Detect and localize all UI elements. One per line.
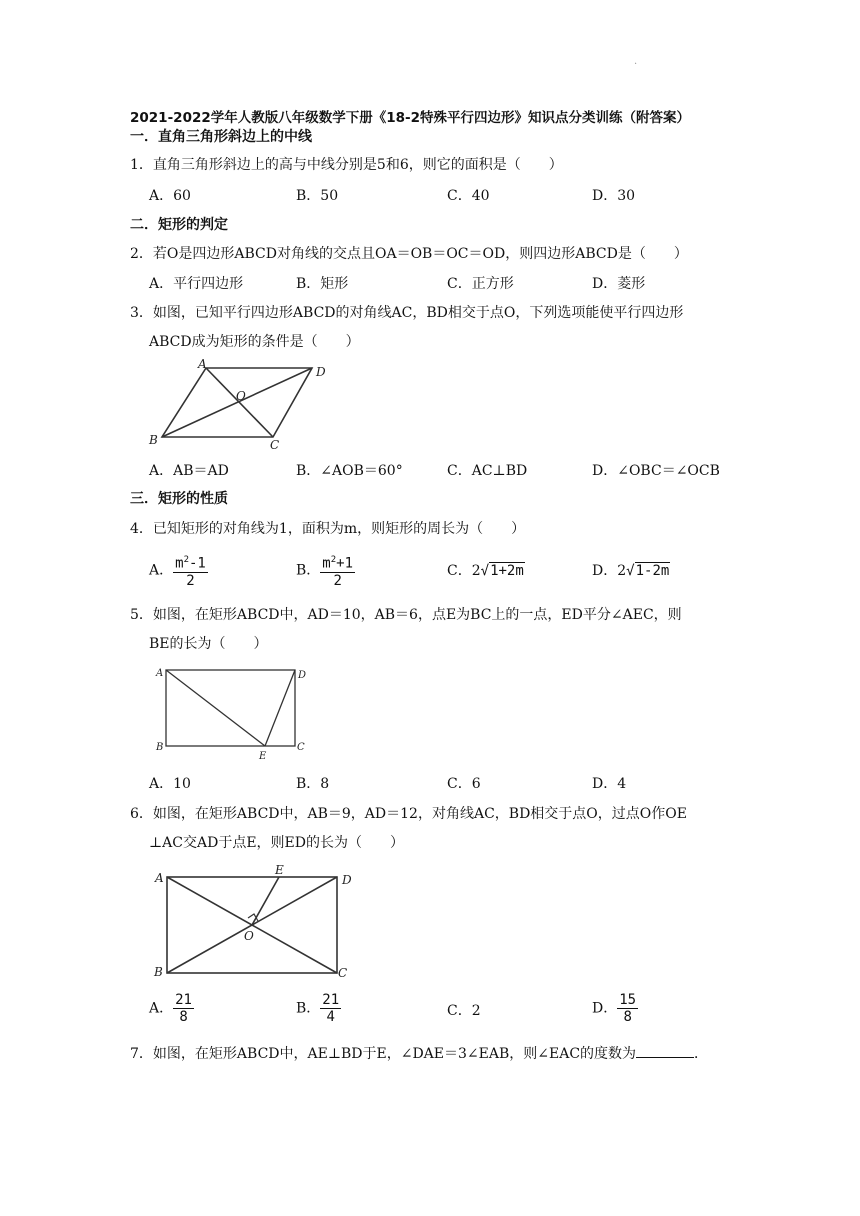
segment-de xyxy=(265,670,295,746)
answer-blank[interactable] xyxy=(636,1045,694,1058)
q3-option-a: A．AB＝AD xyxy=(149,463,229,479)
q6-option-d-label: D． xyxy=(592,1000,618,1017)
q6-option-a xyxy=(149,992,194,1025)
q6-rectangle-figure xyxy=(146,856,366,984)
header-dot: . xyxy=(634,56,638,67)
q4-option-a-label: A． xyxy=(149,562,174,579)
point-label-a: A xyxy=(155,871,164,885)
section-heading-1: 一．直角三角形斜边上的中线 xyxy=(130,129,312,145)
question-5-line-1: 5．如图，在矩形ABCD中，AD＝10，AB＝6，点E为BC上的一点，ED平分∠AEC，则 xyxy=(130,607,682,623)
question-7-body: 7．如图，在矩形ABCD中，AE⊥BD于E，∠DAE＝3∠EAB，则∠EAC的度数为 xyxy=(130,1046,637,1062)
q3-option-c: C．AC⊥BD xyxy=(447,463,528,479)
q1-option-a: A．60 xyxy=(149,188,191,204)
q5-option-a: A．10 xyxy=(149,776,191,792)
q6-option-a-label: A． xyxy=(149,1000,174,1017)
segment-ae xyxy=(166,670,265,746)
section-heading-2: 二．矩形的判定 xyxy=(130,217,228,233)
q4-option-c: C．2√1+2m xyxy=(447,563,524,579)
question-4-text: 4．已知矩形的对角线为1，面积为m，则矩形的周长为（ ） xyxy=(130,521,526,537)
question-7-text: 7．如图，在矩形ABCD中，AE⊥BD于E，∠DAE＝3∠EAB，则∠EAC的度数为 ． xyxy=(130,1046,709,1062)
question-5-line-2: BE的长为（ ） xyxy=(149,636,268,652)
q4-option-b xyxy=(296,552,355,589)
right-angle-mark xyxy=(248,914,258,921)
q2-option-c: C．正方形 xyxy=(447,276,514,292)
point-label-b: B xyxy=(156,742,164,753)
point-label-a: A xyxy=(198,357,207,371)
q4-option-d-sqrt: √1-2m xyxy=(626,563,670,579)
q6-option-d-fraction: $\frac{15}{8}$ xyxy=(619,992,637,1025)
point-label-d: D xyxy=(298,670,307,681)
q6-option-a-fraction: $\frac{21}{8}$ xyxy=(175,992,192,1025)
question-2-text: 2．若O是四边形ABCD对角线的交点且OA＝OB＝OC＝OD，则四边形ABCD是（ ） xyxy=(130,246,688,262)
point-label-c: C xyxy=(338,966,348,980)
point-label-d: D xyxy=(342,873,352,887)
q5-option-c: C．6 xyxy=(447,776,481,792)
question-3-line-2: ABCD成为矩形的条件是（ ） xyxy=(149,334,360,350)
q6-option-b xyxy=(296,992,341,1025)
q4-option-a-fraction: $\frac{m^2-1}{2}$ xyxy=(173,552,208,589)
question-6-line-1: 6．如图，在矩形ABCD中，AB＝9，AD＝12，对角线AC，BD相交于点O，过点O作OE xyxy=(130,806,687,822)
point-label-c: C xyxy=(270,438,280,452)
q6-option-b-label: B． xyxy=(296,1000,321,1017)
q4-option-d: D．2√1-2m xyxy=(592,563,670,579)
q6-option-d xyxy=(592,992,638,1025)
q5-rectangle-figure xyxy=(150,662,320,762)
point-label-a: A xyxy=(156,668,164,679)
q3-parallelogram-figure xyxy=(140,356,340,452)
q4-option-c-sqrt: √1+2m xyxy=(480,563,524,579)
point-label-b: B xyxy=(154,965,163,979)
point-label-e: E xyxy=(259,751,267,762)
q2-option-d: D．菱形 xyxy=(592,276,646,292)
q1-option-d: D．30 xyxy=(592,188,636,204)
point-label-c: C xyxy=(297,742,305,753)
q3-option-d: D．∠OBC＝∠OCB xyxy=(592,463,720,479)
question-6-line-2: ⊥AC交AD于点E，则ED的长为（ ） xyxy=(149,835,404,851)
page-title: 2021-2022学年人教版八年级数学下册《18-2特殊平行四边形》知识点分类训练（附答案） xyxy=(130,110,691,126)
q5-option-d: D．4 xyxy=(592,776,627,792)
q3-option-b: B．∠AOB＝60° xyxy=(296,463,403,479)
q2-option-b: B．矩形 xyxy=(296,276,349,292)
question-1-text: 1．直角三角形斜边上的高与中线分别是5和6，则它的面积是（ ） xyxy=(130,157,563,173)
q4-option-b-label: B． xyxy=(296,562,321,579)
point-label-b: B xyxy=(149,433,158,447)
q2-option-a: A．平行四边形 xyxy=(149,276,244,292)
q6-option-c: C．2 xyxy=(447,1003,481,1019)
question-3-line-1: 3．如图，已知平行四边形ABCD的对角线AC，BD相交于点O，下列选项能使平行四边形 xyxy=(130,305,684,321)
point-label-d: D xyxy=(316,365,326,379)
q6-option-b-fraction: $\frac{21}{4}$ xyxy=(322,992,340,1025)
q1-option-c: C．40 xyxy=(447,188,490,204)
section-heading-3: 三．矩形的性质 xyxy=(130,491,228,507)
q5-option-b: B．8 xyxy=(296,776,330,792)
point-label-o: O xyxy=(244,929,254,943)
point-label-e: E xyxy=(275,863,284,877)
q4-option-a xyxy=(149,552,208,589)
q4-option-b-fraction: $\frac{m^2+1}{2}$ xyxy=(320,552,355,589)
q1-option-b: B．50 xyxy=(296,188,339,204)
rectangle-abcd xyxy=(166,670,295,746)
point-label-o: O xyxy=(236,389,246,403)
q4-option-d-label: D． xyxy=(592,563,618,579)
q4-option-c-label: C． xyxy=(447,563,472,579)
